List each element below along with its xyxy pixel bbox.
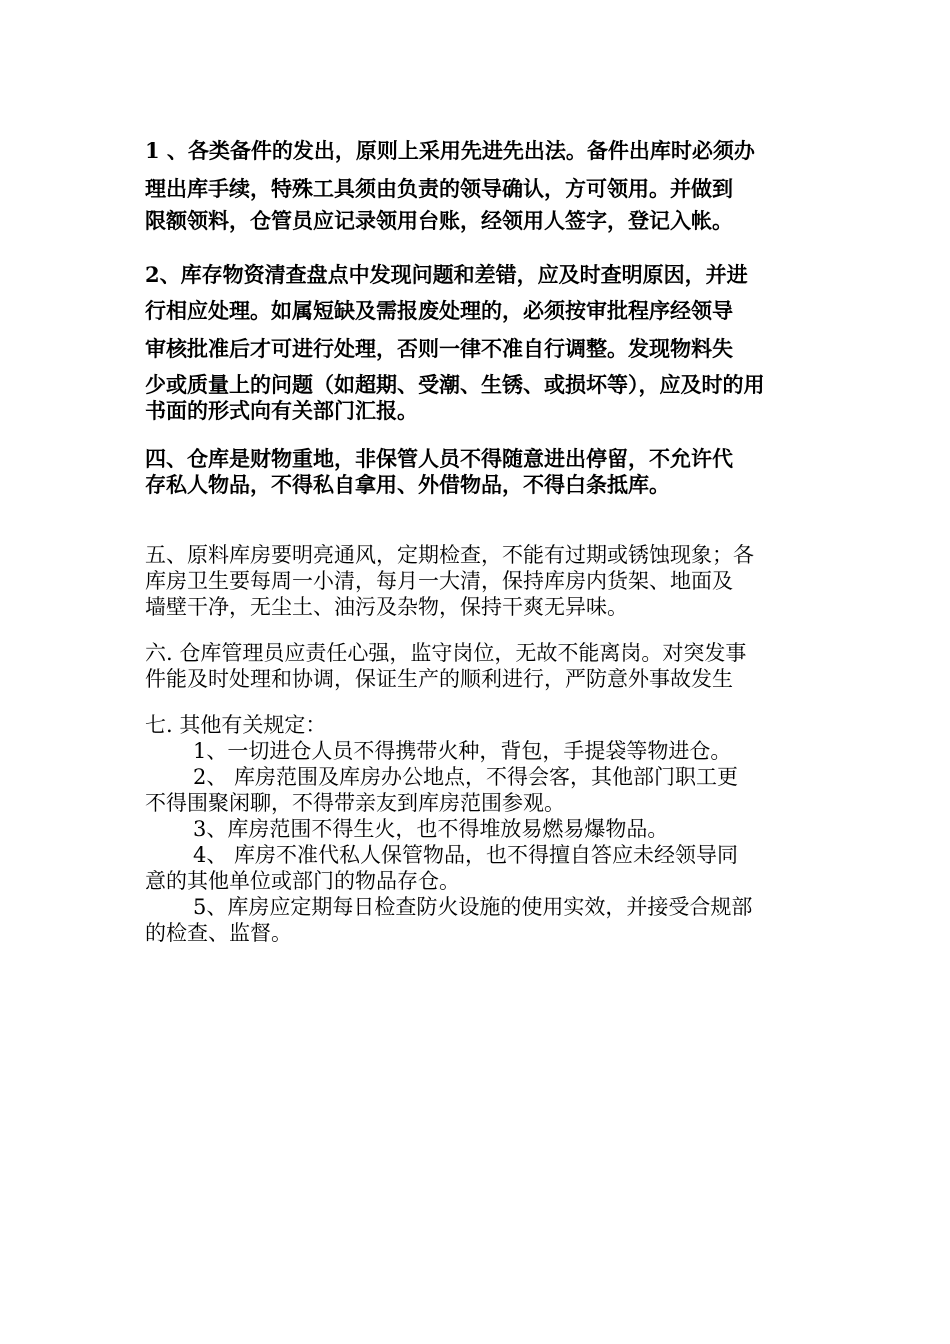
section-2-line: 少或质量上的问题（如超期、受潮、生锈、或损坏等），应及时的用 xyxy=(145,372,765,397)
section-7-rule-line: 意的其他单位或部门的物品存仓。 xyxy=(145,869,460,893)
section-7-rule-line: 2、 库房范围及库房办公地点，不得会客，其他部门职工更 xyxy=(193,765,739,789)
section-2-line: 行相应处理。如属短缺及需报废处理的，必须按审批程序经领导 xyxy=(145,298,733,323)
section-1-line: 1 、各类备件的发出，原则上采用先进先出法。备件出库时必须办 xyxy=(145,138,755,163)
section-7-rule-line: 不得围聚闲聊，不得带亲友到库房范围参观。 xyxy=(145,791,565,815)
section-5-line: 墙壁干净，无尘土、油污及杂物，保持干爽无异味。 xyxy=(145,595,628,619)
section-7-rule-line: 3、库房范围不得生火，也不得堆放易燃易爆物品。 xyxy=(193,817,669,841)
section-2-line: 2、库存物资清查盘点中发现问题和差错，应及时查明原因，并进 xyxy=(145,262,748,287)
section-7-heading: 七. 其他有关规定： xyxy=(145,713,327,737)
section-4-line: 四、仓库是财物重地，非保管人员不得随意进出停留，不允许代 xyxy=(145,446,733,471)
section-7-rule-line: 1、一切进仓人员不得携带火种，背包，手提袋等物进仓。 xyxy=(193,739,732,763)
section-7-rule-line: 4、 库房不准代私人保管物品，也不得擅自答应未经领导同 xyxy=(193,843,739,867)
section-6-line: 六. 仓库管理员应责任心强，监守岗位，无故不能离岗。对突发事 xyxy=(145,641,747,665)
section-6-line: 件能及时处理和协调，保证生产的顺利进行，严防意外事故发生 xyxy=(145,667,733,691)
section-7-rule-line: 的检查、监督。 xyxy=(145,921,292,945)
section-1-line: 限额领料，仓管员应记录领用台账，经领用人签字，登记入帐。 xyxy=(145,208,733,233)
section-1-line: 理出库手续，特殊工具须由负责的领导确认，方可领用。并做到 xyxy=(145,176,733,201)
section-5-line: 库房卫生要每周一小清，每月一大清，保持库房内货架、地面及 xyxy=(145,569,733,593)
section-2-line: 审核批准后才可进行处理，否则一律不准自行调整。发现物料失 xyxy=(145,336,733,361)
section-4-line: 存私人物品，不得私自拿用、外借物品，不得白条抵库。 xyxy=(145,472,670,497)
section-2-line: 书面的形式向有关部门汇报。 xyxy=(145,398,418,423)
section-7-rule-line: 5、库房应定期每日检查防火设施的使用实效，并接受合规部 xyxy=(193,895,753,919)
section-5-line: 五、原料库房要明亮通风，定期检查，不能有过期或锈蚀现象；各 xyxy=(145,543,754,567)
